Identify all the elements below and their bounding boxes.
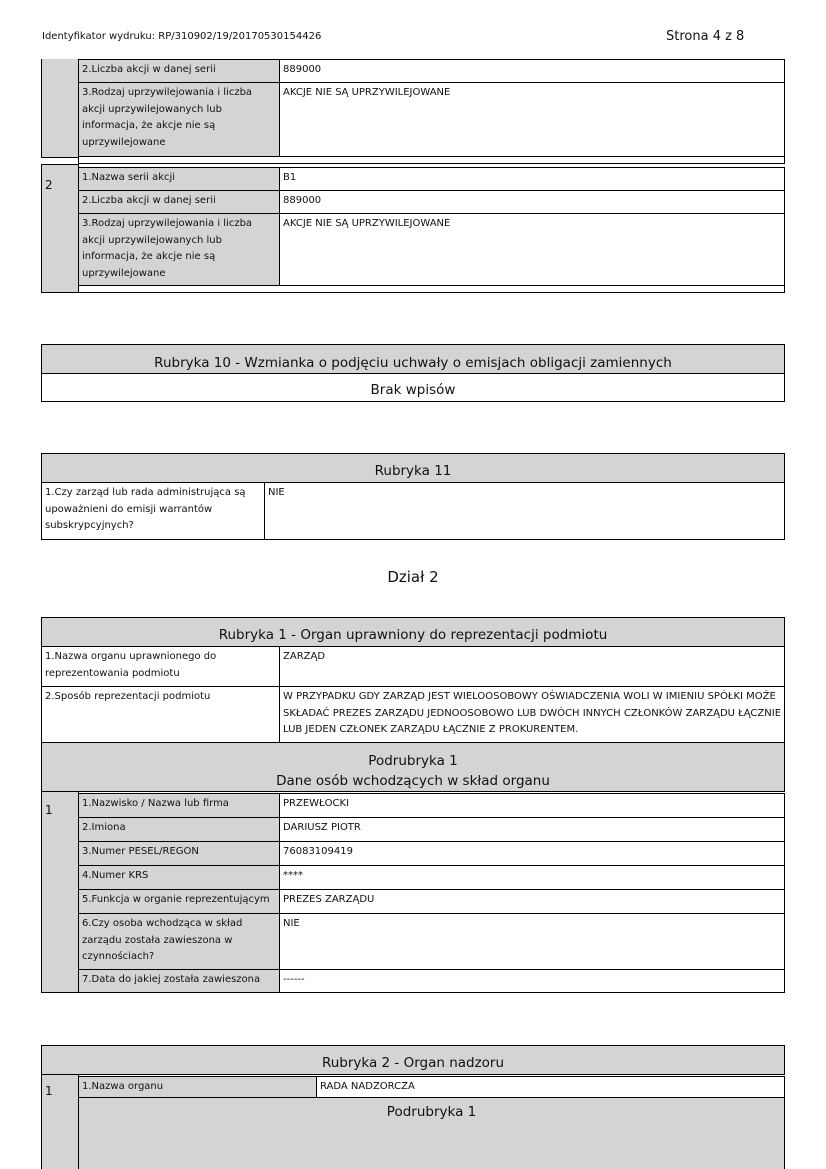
rubryka-10-body: Brak wpisów (41, 373, 785, 402)
organ-number: 1 (41, 1074, 79, 1169)
series-2-count-value: 889000 (279, 190, 785, 214)
series-2-privilege-value: AKCJE NIE SĄ UPRZYWILEJOWANE (279, 213, 785, 286)
person-row-label: 1.Nazwisko / Nazwa lub firma (78, 793, 280, 818)
series-count-label: 2.Liczba akcji w danej serii (78, 59, 280, 83)
series-2-name-value: B1 (279, 167, 785, 191)
person-row-label: 3.Numer PESEL/REGON (78, 841, 280, 866)
series-privilege-label: 3.Rodzaj uprzywilejowania i liczba akcji uprzywilejowanych lub informacja, że akcje nie są uprzywilejowane (78, 82, 280, 157)
series-2-count-label: 2.Liczba akcji w danej serii (78, 190, 280, 214)
series-separator (78, 156, 785, 164)
person-row-value: **** (279, 865, 785, 890)
series-2-separator (78, 285, 785, 293)
series-2-name-label: 1.Nazwa serii akcji (78, 167, 280, 191)
series-2-privilege-label: 3.Rodzaj uprzywilejowania i liczba akcji uprzywilejowanych lub informacja, że akcje nie są uprzywilejowane (78, 213, 280, 286)
person-row-value: ------ (279, 969, 785, 993)
section-heading: Dział 2 (387, 568, 439, 586)
rubryka-11-question-value: NIE (264, 482, 785, 540)
representation-method-value: W PRZYPADKU GDY ZARZĄD JEST WIELOOSOBOWY OŚWIADCZENIA WOLI W IMIENIU SPÓŁKI MOŻE SKŁADAĆ PREZES ZARZĄDU JEDNOOSOBOWO LUB DWÓCH INNYCH CZŁONKÓW ZARZĄDU ŁĄCZNIE LUB JEDEN CZŁONEK ZARZĄDU ŁĄCZNIE Z PROKURENTEM. (279, 686, 785, 743)
supervisory-organ-label: 1.Nazwa organu (78, 1076, 317, 1098)
person-row-value: PREZES ZARZĄDU (279, 889, 785, 914)
series-2-number: 2 (41, 164, 79, 293)
organ-name-label: 1.Nazwa organu uprawnionego do reprezentowania podmiotu (41, 646, 280, 687)
series-privilege-value: AKCJE NIE SĄ UPRZYWILEJOWANE (279, 82, 785, 157)
rubryka-1-title: Rubryka 1 - Organ uprawniony do reprezentacji podmiotu (41, 617, 785, 647)
person-row-label: 6.Czy osoba wchodząca w skład zarządu została zawieszona w czynnościach? (78, 913, 280, 970)
series-1-number-column (41, 59, 79, 158)
podrubryka-1-header (41, 742, 785, 792)
person-row-value: 76083109419 (279, 841, 785, 866)
person-row-label: 2.Imiona (78, 817, 280, 842)
person-row-label: 7.Data do jakiej została zawieszona (78, 969, 280, 993)
person-number: 1 (41, 791, 79, 993)
person-row-value: PRZEWŁOCKI (279, 793, 785, 818)
rubryka-2-podrubryka-header (78, 1097, 785, 1169)
person-row-label: 5.Funkcja w organie reprezentującym (78, 889, 280, 914)
rubryka-10-title: Rubryka 10 - Wzmianka o podjęciu uchwały o emisjach obligacji zamiennych (41, 344, 785, 374)
person-row-value: DARIUSZ PIOTR (279, 817, 785, 842)
podrubryka-1-subtitle: Dane osób wchodzących w skład organu (276, 773, 550, 789)
representation-method-label: 2.Sposób reprezentacji podmiotu (41, 686, 280, 743)
podrubryka-1-title: Podrubryka 1 (368, 753, 458, 769)
rubryka-11-title: Rubryka 11 (41, 453, 785, 483)
rubryka-2-podrubryka-title: Podrubryka 1 (386, 1104, 477, 1120)
page-number: Strona 4 z 8 (666, 29, 745, 44)
print-identifier: Identyfikator wydruku: RP/310902/19/20170530154426 (42, 31, 322, 42)
series-count-value: 889000 (279, 59, 785, 83)
rubryka-11-question-label: 1.Czy zarząd lub rada administrująca są upoważnieni do emisji warrantów subskrypcyjnych? (41, 482, 265, 540)
rubryka-2-title: Rubryka 2 - Organ nadzoru (41, 1045, 785, 1075)
supervisory-organ-value: RADA NADZORCZA (316, 1076, 785, 1098)
organ-name-value: ZARZĄD (279, 646, 785, 687)
person-row-label: 4.Numer KRS (78, 865, 280, 890)
person-row-value: NIE (279, 913, 785, 970)
